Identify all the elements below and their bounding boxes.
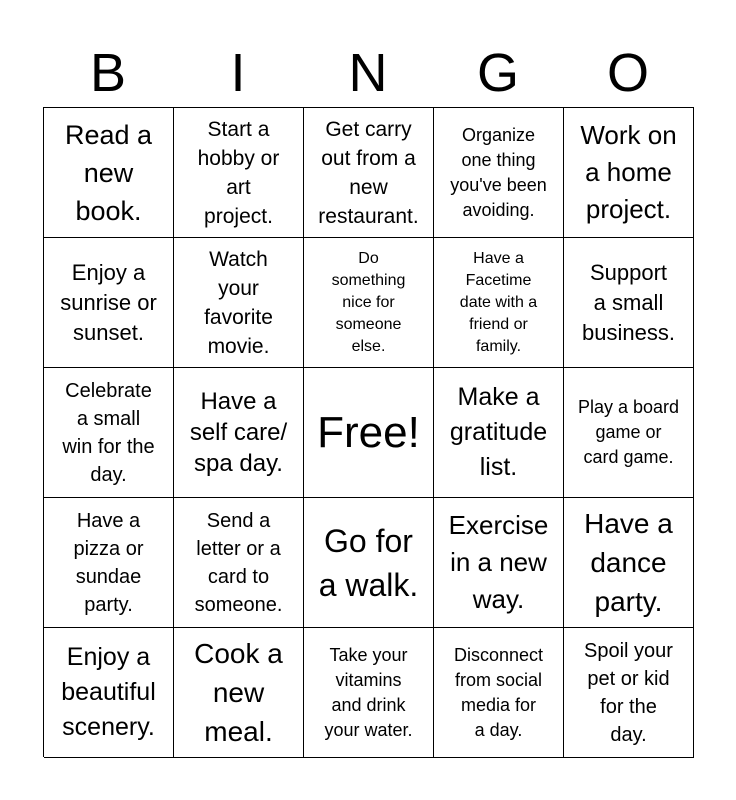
bingo-cell[interactable] <box>44 498 174 628</box>
bingo-cell[interactable] <box>174 108 304 238</box>
bingo-grid <box>43 107 694 757</box>
cell-text: Enjoy a beautiful scenery. <box>61 643 156 741</box>
cell-text: Get carry out from a new restaurant. <box>318 117 419 228</box>
cell-text: Read a new book. <box>64 119 153 226</box>
bingo-cell[interactable] <box>434 108 564 238</box>
header-letter-b: B <box>89 43 127 103</box>
cell-text: Make a gratitude list. <box>449 383 548 481</box>
bingo-header <box>43 42 693 104</box>
bingo-cell[interactable] <box>174 498 304 628</box>
cell-text: Go for a walk. <box>318 522 419 603</box>
bingo-cell[interactable] <box>44 368 174 498</box>
header-letter-o: O <box>606 43 649 103</box>
cell-text: Have a self care/ spa day. <box>189 388 288 477</box>
cell-text: Do something nice for someone else. <box>331 249 406 355</box>
cell-text: Start a hobby or art project. <box>197 117 280 228</box>
cell-text: Cook a new meal. <box>194 638 283 747</box>
bingo-cell[interactable] <box>564 628 694 758</box>
cell-text: Organize one thing you've been avoiding. <box>450 124 547 220</box>
cell-text: Have a pizza or sundae party. <box>73 509 144 616</box>
header-letter-i: I <box>230 43 246 103</box>
bingo-cell[interactable] <box>44 628 174 758</box>
bingo-cell[interactable] <box>304 238 434 368</box>
cell-text: Spoil your pet or kid for the day. <box>584 639 673 746</box>
cell-text: Play a board game or card game. <box>577 397 680 467</box>
cell-text: Exercise in a new way. <box>448 510 549 614</box>
bingo-cell[interactable] <box>434 368 564 498</box>
bingo-cell[interactable] <box>434 238 564 368</box>
bingo-cell[interactable] <box>564 498 694 628</box>
bingo-cell[interactable] <box>304 498 434 628</box>
cell-text: Take your vitamins and drink your water. <box>324 644 413 740</box>
cell-text: Support a small business. <box>582 259 675 345</box>
bingo-cell[interactable] <box>44 238 174 368</box>
cell-text: Disconnect from social media for a day. <box>453 644 544 740</box>
cell-text: Have a dance party. <box>584 508 673 617</box>
bingo-cell[interactable] <box>304 108 434 238</box>
bingo-cell[interactable] <box>434 498 564 628</box>
header-letter-g: G <box>476 43 519 103</box>
free-space[interactable] <box>304 368 434 498</box>
bingo-cell[interactable] <box>564 238 694 368</box>
cell-text: Send a letter or a card to someone. <box>194 509 283 616</box>
cell-text: Work on a home project. <box>580 120 677 224</box>
cell-text: Enjoy a sunrise or sunset. <box>60 259 157 345</box>
bingo-cell[interactable] <box>564 108 694 238</box>
free-space-text: Free! <box>317 407 420 457</box>
bingo-cell[interactable] <box>564 368 694 498</box>
cell-text: Watch your favorite movie. <box>204 247 273 358</box>
header-letter-n: N <box>348 43 388 103</box>
bingo-cell[interactable] <box>174 628 304 758</box>
cell-text: Have a Facetime date with a friend or family. <box>459 249 538 355</box>
bingo-cell[interactable] <box>304 628 434 758</box>
bingo-cell[interactable] <box>174 238 304 368</box>
bingo-cell[interactable] <box>434 628 564 758</box>
bingo-cell[interactable] <box>174 368 304 498</box>
cell-text: Celebrate a small win for the day. <box>62 379 155 486</box>
bingo-cell[interactable] <box>44 108 174 238</box>
